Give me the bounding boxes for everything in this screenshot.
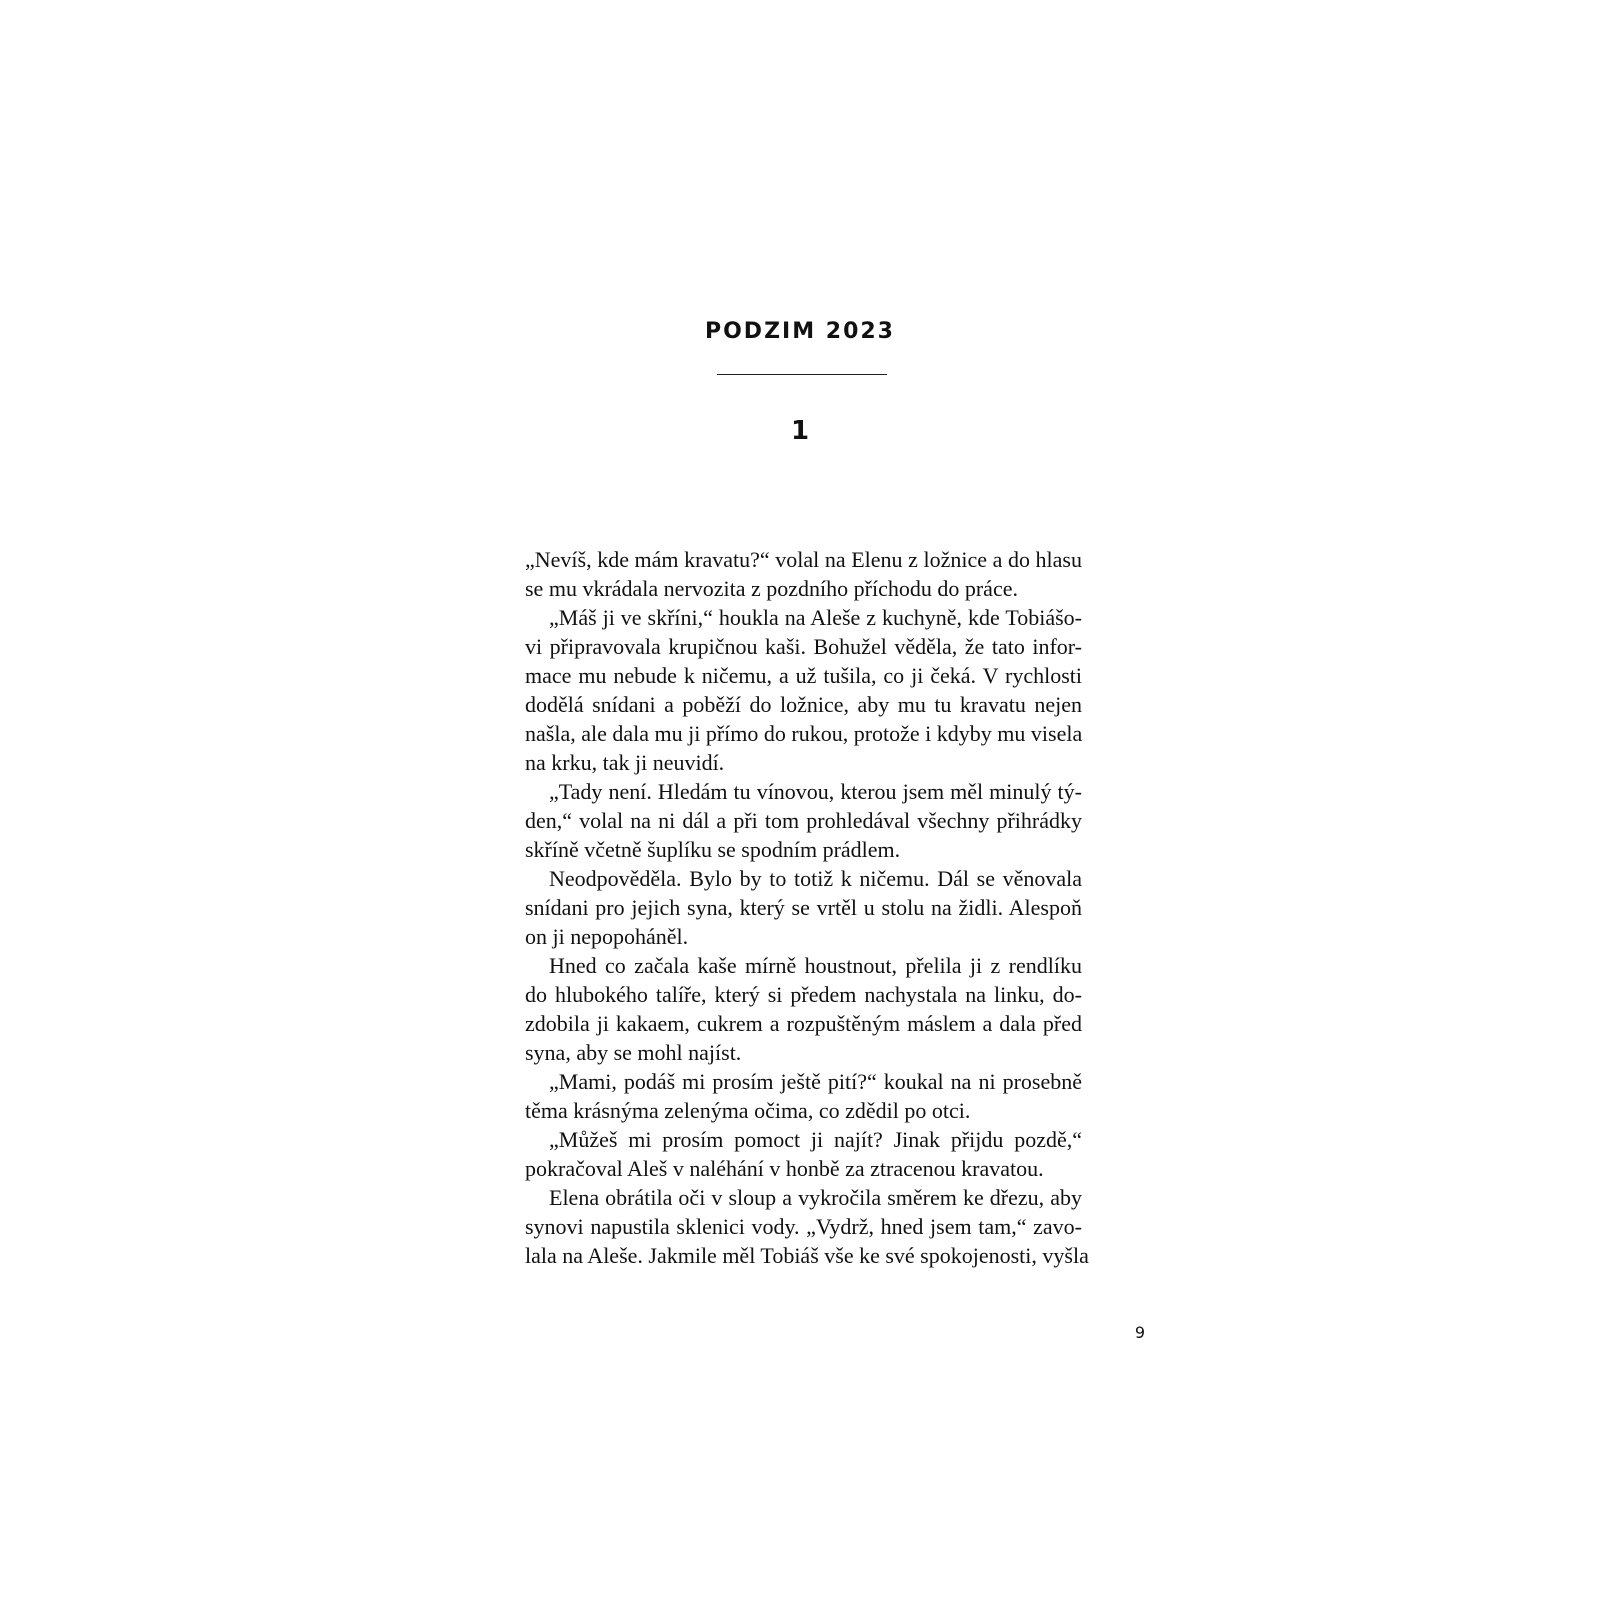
text-line: dodělá snídani a poběží do ložnice, aby mu tu kravatu nejen	[525, 692, 1082, 717]
text-line: zdobila ji kakaem, cukrem a rozpuštěným máslem a dala před	[525, 1011, 1082, 1036]
paragraph	[525, 864, 1082, 951]
text-line: Hned co začala kaše mírně houstnout, přelila ji z rendlíku	[549, 953, 1082, 978]
text-line: „Mami, podáš mi prosím ještě pití?“ koukal na ni prosebně	[549, 1069, 1082, 1094]
chapter-number: 1	[790, 416, 810, 446]
text-line: den,“ volal na ni dál a při tom prohledával všechny přihrádky	[525, 808, 1082, 833]
section-title: PODZIM 2023	[704, 319, 895, 344]
page-number: 9	[1134, 1323, 1145, 1342]
paragraph	[525, 951, 1082, 1067]
text-line: mace mu nebude k ničemu, a už tušila, co ji čeká. V rychlosti	[525, 663, 1082, 688]
text-line: snídani pro jejich syna, který se vrtěl u stolu na židli. Alespoň	[525, 895, 1082, 920]
text-line: „Máš ji ve skříni,“ houkla na Aleše z kuchyně, kde Tobiášo-	[549, 605, 1082, 630]
paragraph	[525, 1183, 1089, 1270]
text-line: vi připravovala krupičnou kaši. Bohužel věděla, že tato infor-	[525, 634, 1082, 659]
text-line: „Nevíš, kde mám kravatu?“ volal na Elenu z ložnice a do hlasu	[525, 547, 1082, 572]
text-line: on ji nepopoháněl.	[525, 924, 689, 949]
text-line: Elena obrátila oči v sloup a vykročila směrem ke dřezu, aby	[549, 1185, 1082, 1210]
chapter-body-text	[525, 545, 1089, 1270]
text-line: „Můžeš mi prosím pomoct ji najít? Jinak přijdu pozdě,“	[549, 1127, 1082, 1152]
text-line: těma krásnýma zelenýma očima, co zdědil po otci.	[525, 1098, 971, 1123]
text-line: Neodpověděla. Bylo by to totiž k ničemu. Dál se věnovala	[549, 866, 1082, 891]
text-line: skříně včetně šuplíku se spodním prádlem.	[525, 837, 901, 862]
text-line: na krku, tak ji neuvidí.	[525, 750, 725, 775]
text-line: do hlubokého talíře, který si předem nachystala na linku, do-	[525, 982, 1082, 1007]
text-line: „Tady není. Hledám tu vínovou, kterou jsem měl minulý tý-	[549, 779, 1082, 804]
paragraph	[525, 777, 1082, 864]
paragraph	[525, 1125, 1082, 1183]
text-line: synovi napustila sklenici vody. „Vydrž, hned jsem tam,“ zavo-	[525, 1214, 1082, 1239]
text-line: pokračoval Aleš v naléhání v honbě za ztracenou kravatou.	[525, 1156, 1044, 1181]
text-line: lala na Aleše. Jakmile měl Tobiáš vše ke své spokojenosti, vyšla	[525, 1243, 1089, 1268]
text-line: syna, aby se mohl najíst.	[525, 1040, 742, 1065]
text-line: našla, ale dala mu ji přímo do rukou, protože i kdyby mu visela	[525, 721, 1083, 746]
paragraph	[525, 545, 1082, 603]
paragraph	[525, 603, 1082, 777]
paragraph	[525, 1067, 1082, 1125]
text-line: se mu vkrádala nervozita z pozdního příchodu do práce.	[525, 576, 1018, 601]
title-divider	[717, 374, 887, 375]
